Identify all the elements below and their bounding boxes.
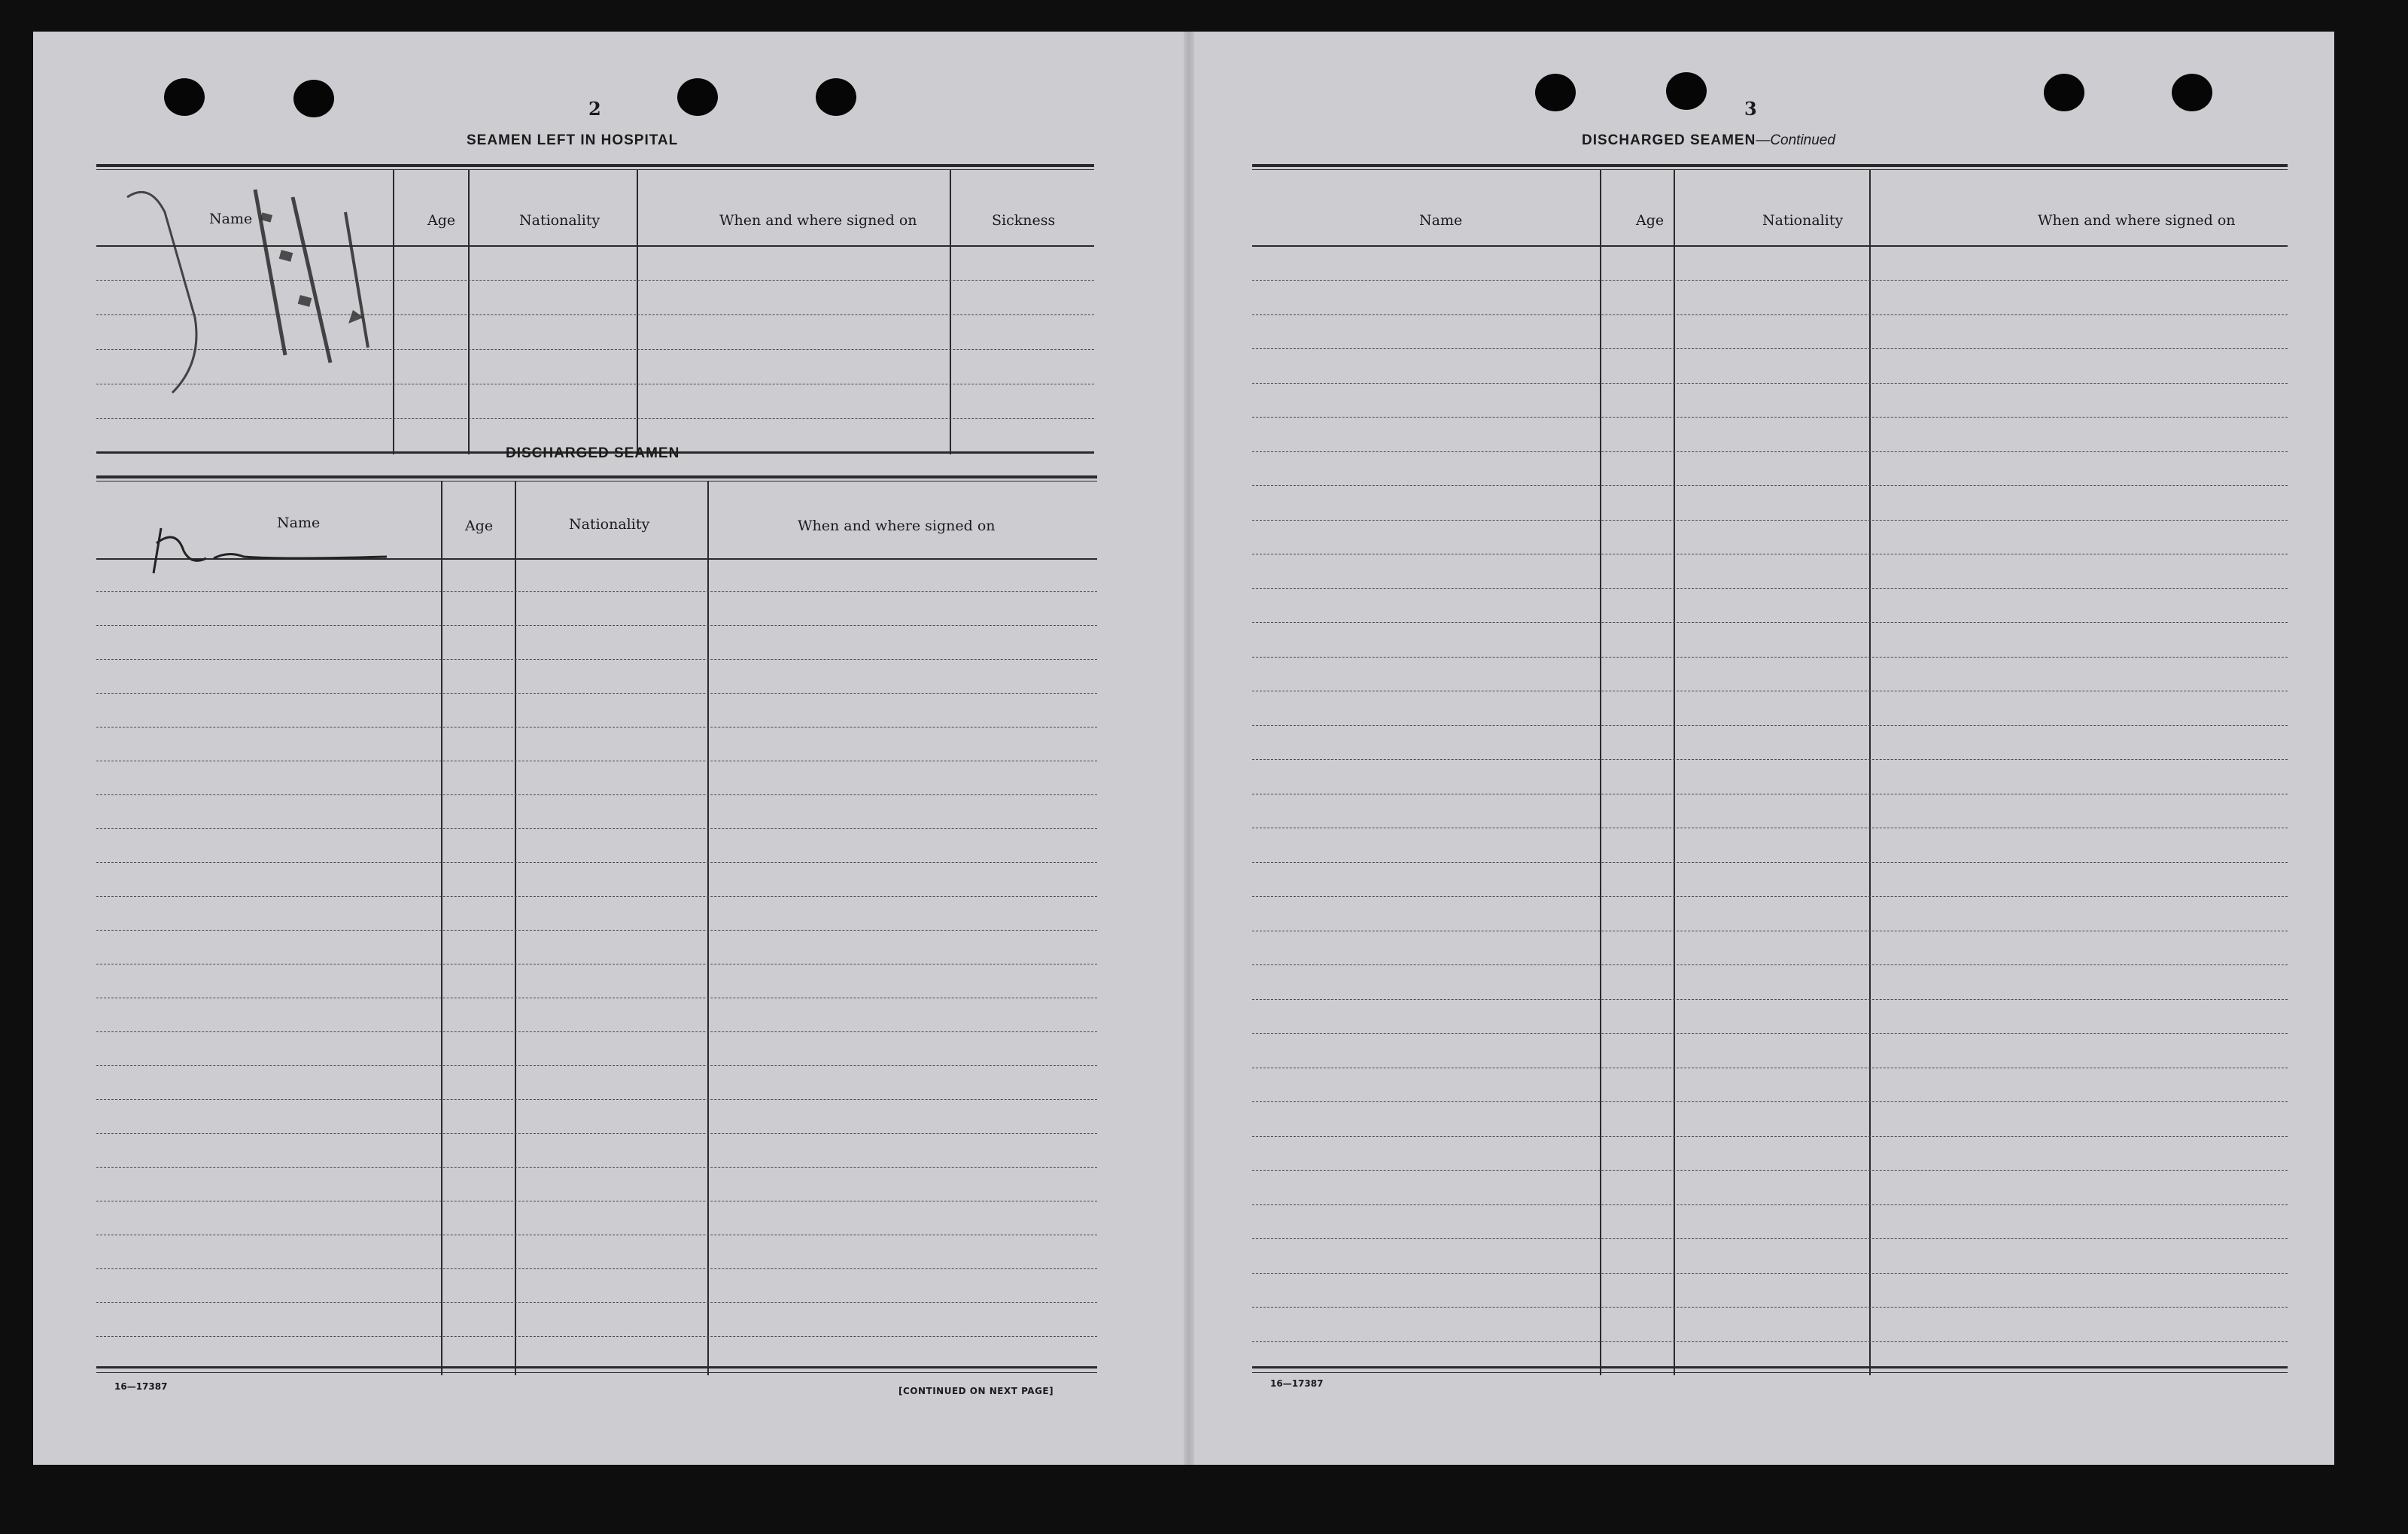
- hospital-section-title: SEAMEN LEFT IN HOSPITAL: [467, 132, 679, 148]
- table-row-line: [96, 862, 1097, 863]
- table-row-line: [96, 1268, 1097, 1269]
- table-row-line: [96, 659, 1097, 660]
- punch-hole: [2044, 74, 2084, 111]
- table-row-line: [1252, 314, 2288, 315]
- table-row-line: [1252, 520, 2288, 521]
- table-row-line: [96, 1065, 1097, 1066]
- table-row-line: [1252, 999, 2288, 1000]
- table-row-line: [96, 1336, 1097, 1337]
- punch-hole: [816, 78, 856, 116]
- table-row-line: [96, 625, 1097, 626]
- table-row-line: [1252, 280, 2288, 281]
- col-head-nationality: Nationality: [1762, 212, 1844, 229]
- form-code-left: 16—17387: [114, 1381, 168, 1392]
- form-code-right: 16—17387: [1270, 1378, 1324, 1389]
- discharged-section-title-left: DISCHARGED SEAMEN: [506, 445, 680, 461]
- col-head-sickness: Sickness: [992, 212, 1056, 229]
- col-head-name: Name: [277, 515, 321, 531]
- col-head-age: Age: [465, 518, 494, 534]
- table-row-line: [1252, 896, 2288, 897]
- table-row-line: [1252, 588, 2288, 589]
- table-row-line: [96, 930, 1097, 931]
- table-row-line: [1252, 657, 2288, 658]
- punch-hole: [164, 78, 205, 116]
- continued-note: [CONTINUED ON NEXT PAGE]: [898, 1386, 1054, 1396]
- col-head-signed-on: When and where signed on: [719, 212, 917, 229]
- table-row-line: [96, 727, 1097, 728]
- col-head-signed-on: When and where signed on: [798, 518, 996, 534]
- table-row-line: [1252, 964, 2288, 965]
- table-row-line: [1252, 1204, 2288, 1205]
- received-stamp: [105, 167, 398, 460]
- col-head-name: Name: [1419, 212, 1463, 229]
- col-head-age: Age: [1636, 212, 1665, 229]
- table-row-line: [96, 828, 1097, 829]
- punch-hole: [677, 78, 718, 116]
- discharged-table-right: [1252, 164, 2288, 1375]
- table-row-line: [1252, 1307, 2288, 1308]
- handwritten-mark: [146, 498, 522, 588]
- table-row-line: [1252, 725, 2288, 726]
- table-row-line: [96, 794, 1097, 795]
- table-row-line: [1252, 1341, 2288, 1342]
- discharged-table-left: [96, 475, 1097, 1375]
- table-row-line: [1252, 451, 2288, 452]
- col-head-name: Name: [209, 211, 253, 227]
- discharged-section-title-right: [1582, 132, 1835, 149]
- table-row-line: [96, 591, 1097, 592]
- table-row-line: [96, 1031, 1097, 1032]
- col-head-nationality: Nationality: [569, 516, 650, 533]
- page-fold: [1184, 32, 1194, 1465]
- table-row-line: [1252, 1136, 2288, 1137]
- table-row-line: [96, 693, 1097, 694]
- table-row-line: [1252, 1101, 2288, 1102]
- table-row-line: [1252, 383, 2288, 384]
- table-row-line: [1252, 1170, 2288, 1171]
- table-row-line: [1252, 1238, 2288, 1239]
- table-row-line: [1252, 1273, 2288, 1274]
- page-number-right: 3: [1744, 98, 1757, 120]
- section-title-text: DISCHARGED SEAMEN: [1582, 132, 1756, 148]
- table-row-line: [1252, 417, 2288, 418]
- punch-hole: [2172, 74, 2212, 111]
- table-row-line: [96, 1099, 1097, 1100]
- col-head-signed-on: When and where signed on: [2038, 212, 2236, 229]
- table-row-line: [1252, 1033, 2288, 1034]
- table-row-line: [96, 1167, 1097, 1168]
- table-row-line: [96, 896, 1097, 897]
- punch-hole: [1666, 72, 1707, 110]
- page-number-left: 2: [588, 98, 601, 120]
- punch-hole: [293, 80, 334, 117]
- table-row-line: [1252, 348, 2288, 349]
- col-head-nationality: Nationality: [519, 212, 600, 229]
- table-row-line: [1252, 622, 2288, 623]
- table-row-line: [1252, 862, 2288, 863]
- table-row-line: [96, 1133, 1097, 1134]
- section-title-suffix: —Continued: [1756, 132, 1835, 148]
- punch-hole: [1535, 74, 1576, 111]
- table-row-line: [1252, 759, 2288, 760]
- document-sheet: [33, 32, 2334, 1465]
- table-row-line: [96, 1302, 1097, 1303]
- col-head-age: Age: [427, 212, 456, 229]
- table-row-line: [1252, 485, 2288, 486]
